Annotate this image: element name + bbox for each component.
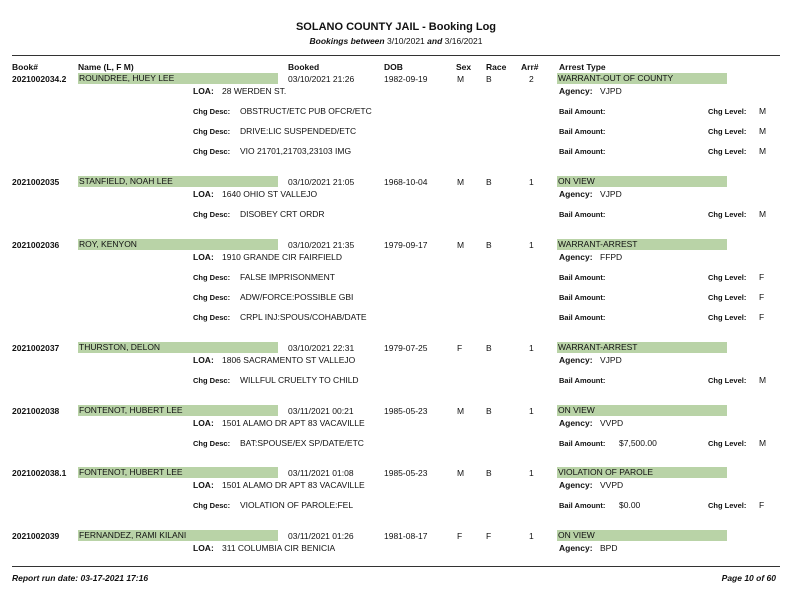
loa-address: 1501 ALAMO DR APT 83 VACAVILLE [222, 480, 365, 490]
col-dob: DOB [384, 62, 403, 72]
charge-level: F [759, 312, 765, 322]
charge-description: CRPL INJ:SPOUS/COHAB/DATE [240, 312, 367, 322]
charge-level: M [759, 375, 767, 385]
booked-datetime: 03/11/2021 01:08 [288, 468, 354, 478]
inmate-name: STANFIELD, NOAH LEE [78, 176, 278, 187]
book-number: 2021002035 [12, 177, 60, 187]
bail-amount-label: Bail Amount: [559, 293, 606, 302]
end-date: 3/16/2021 [444, 36, 483, 46]
race: B [486, 468, 492, 478]
chg-desc-label: Chg Desc: [193, 501, 231, 510]
arrest-type: WARRANT-ARREST [557, 239, 727, 250]
arrest-type: ON VIEW [557, 405, 727, 416]
charge-description: BAT:SPOUSE/EX SP/DATE/ETC [240, 438, 364, 448]
booked-datetime: 03/10/2021 21:26 [288, 74, 355, 84]
chg-level-label: Chg Level: [708, 501, 747, 510]
loa-address: 311 COLUMBIA CIR BENICIA [222, 543, 336, 553]
agency-label: Agency: [559, 355, 593, 365]
loa-address: 1910 GRANDE CIR FAIRFIELD [222, 252, 342, 262]
chg-desc-label: Chg Desc: [193, 293, 231, 302]
loa-address: 1501 ALAMO DR APT 83 VACAVILLE [222, 418, 365, 428]
inmate-name: THURSTON, DELON [78, 342, 278, 353]
race: B [486, 406, 492, 416]
agency: BPD [600, 543, 618, 553]
charge-level: M [759, 438, 767, 448]
bail-amount-label: Bail Amount: [559, 210, 606, 219]
bail-amount-label: Bail Amount: [559, 376, 606, 385]
charge-level: M [759, 126, 767, 136]
date-of-birth: 1985-05-23 [384, 406, 428, 416]
page-number: Page 10 of 60 [721, 573, 776, 583]
charge-level: M [759, 106, 767, 116]
chg-desc-label: Chg Desc: [193, 210, 231, 219]
agency-label: Agency: [559, 252, 593, 262]
bail-amount-label: Bail Amount: [559, 127, 606, 136]
arrest-type: ON VIEW [557, 530, 727, 541]
date-of-birth: 1979-07-25 [384, 343, 428, 353]
arrest-number: 1 [529, 406, 534, 416]
book-number: 2021002038.1 [12, 468, 67, 478]
race: F [486, 531, 492, 541]
chg-desc-label: Chg Desc: [193, 273, 231, 282]
agency-label: Agency: [559, 543, 593, 553]
date-of-birth: 1982-09-19 [384, 74, 428, 84]
charge-level: F [759, 292, 765, 302]
report-run-date: Report run date: 03-17-2021 17:16 [12, 573, 149, 583]
booked-datetime: 03/11/2021 00:21 [288, 406, 354, 416]
bail-amount-label: Bail Amount: [559, 273, 606, 282]
chg-level-label: Chg Level: [708, 376, 747, 385]
arrest-number: 1 [529, 531, 534, 541]
agency: FFPD [600, 252, 623, 262]
arrest-number: 2 [529, 74, 534, 84]
sex: M [457, 406, 465, 416]
charge-description: FALSE IMPRISONMENT [240, 272, 335, 282]
race: B [486, 240, 492, 250]
chg-level-label: Chg Level: [708, 293, 747, 302]
date-of-birth: 1979-09-17 [384, 240, 428, 250]
inmate-name: ROY, KENYON [78, 239, 278, 250]
charge-description: VIO 21701,21703,23103 IMG [240, 146, 352, 156]
booked-datetime: 03/10/2021 21:05 [288, 177, 355, 187]
bail-amount: $7,500.00 [619, 438, 657, 448]
agency: VJPD [600, 355, 622, 365]
agency: VVPD [600, 418, 624, 428]
loa-address: 1806 SACRAMENTO ST VALLEJO [222, 355, 356, 365]
bail-amount-label: Bail Amount: [559, 501, 606, 510]
book-number: 2021002034.2 [12, 74, 67, 84]
col-race: Race [486, 62, 507, 72]
sex: M [457, 177, 465, 187]
charge-description: WILLFUL CRUELTY TO CHILD [240, 375, 359, 385]
arrest-type: WARRANT-OUT OF COUNTY [557, 73, 727, 84]
bail-amount-label: Bail Amount: [559, 147, 606, 156]
bail-amount-label: Bail Amount: [559, 439, 606, 448]
bail-amount: $0.00 [619, 500, 641, 510]
inmate-name: FONTENOT, HUBERT LEE [78, 467, 278, 478]
header-rule [12, 55, 780, 56]
charge-description: VIOLATION OF PAROLE:FEL [240, 500, 354, 510]
race: B [486, 343, 492, 353]
book-number: 2021002036 [12, 240, 60, 250]
col-booked: Booked [288, 62, 320, 72]
agency: VJPD [600, 86, 622, 96]
agency-label: Agency: [559, 480, 593, 490]
sex: M [457, 74, 465, 84]
chg-level-label: Chg Level: [708, 439, 747, 448]
agency: VJPD [600, 189, 622, 199]
charge-description: ADW/FORCE:POSSIBLE GBI [240, 292, 354, 302]
loa-label: LOA: [193, 86, 214, 96]
inmate-name: FERNANDEZ, RAMI KILANI [78, 530, 278, 541]
date-of-birth: 1985-05-23 [384, 468, 428, 478]
charge-level: F [759, 272, 765, 282]
loa-address: 28 WERDEN ST. [222, 86, 287, 96]
chg-level-label: Chg Level: [708, 313, 747, 322]
agency: VVPD [600, 480, 624, 490]
sex: M [457, 240, 465, 250]
arrest-type: ON VIEW [557, 176, 727, 187]
col-arr: Arr# [521, 62, 539, 72]
charge-description: DISOBEY CRT ORDR [240, 209, 325, 219]
agency-label: Agency: [559, 86, 593, 96]
col-name: Name (L, F M) [78, 62, 134, 72]
book-number: 2021002037 [12, 343, 60, 353]
subtitle-and: and [427, 36, 443, 46]
col-book: Book# [12, 62, 38, 72]
booked-datetime: 03/11/2021 01:26 [288, 531, 354, 541]
start-date: 3/10/2021 [386, 36, 425, 46]
chg-desc-label: Chg Desc: [193, 376, 231, 385]
col-arrest-type: Arrest Type [559, 62, 606, 72]
charge-level: M [759, 209, 767, 219]
book-number: 2021002039 [12, 531, 60, 541]
loa-label: LOA: [193, 355, 214, 365]
arrest-type: VIOLATION OF PAROLE [557, 467, 727, 478]
arrest-type: WARRANT-ARREST [557, 342, 727, 353]
loa-label: LOA: [193, 418, 214, 428]
loa-address: 1640 OHIO ST VALLEJO [222, 189, 318, 199]
chg-level-label: Chg Level: [708, 210, 747, 219]
charge-description: OBSTRUCT/ETC PUB OFCR/ETC [240, 106, 372, 116]
booked-datetime: 03/10/2021 22:31 [288, 343, 355, 353]
col-sex: Sex [456, 62, 472, 72]
subtitle-prefix: Bookings between [309, 36, 385, 46]
chg-level-label: Chg Level: [708, 127, 747, 136]
arrest-number: 1 [529, 343, 534, 353]
loa-label: LOA: [193, 543, 214, 553]
date-of-birth: 1981-08-17 [384, 531, 428, 541]
chg-desc-label: Chg Desc: [193, 439, 231, 448]
booked-datetime: 03/10/2021 21:35 [288, 240, 355, 250]
chg-level-label: Chg Level: [708, 107, 747, 116]
report-title: SOLANO COUNTY JAIL - Booking Log [295, 21, 497, 33]
inmate-name: ROUNDREE, HUEY LEE [78, 73, 278, 84]
charge-level: F [759, 500, 765, 510]
arrest-number: 1 [529, 240, 534, 250]
date-of-birth: 1968-10-04 [384, 177, 428, 187]
loa-label: LOA: [193, 189, 214, 199]
agency-label: Agency: [559, 189, 593, 199]
chg-desc-label: Chg Desc: [193, 313, 231, 322]
bail-amount-label: Bail Amount: [559, 313, 606, 322]
footer-rule [12, 566, 780, 567]
charge-description: DRIVE:LIC SUSPENDED/ETC [240, 126, 357, 136]
chg-level-label: Chg Level: [708, 147, 747, 156]
agency-label: Agency: [559, 418, 593, 428]
arrest-number: 1 [529, 177, 534, 187]
sex: F [457, 531, 463, 541]
chg-level-label: Chg Level: [708, 273, 747, 282]
chg-desc-label: Chg Desc: [193, 107, 231, 116]
bail-amount-label: Bail Amount: [559, 107, 606, 116]
inmate-name: FONTENOT, HUBERT LEE [78, 405, 278, 416]
charge-level: M [759, 146, 767, 156]
race: B [486, 177, 492, 187]
race: B [486, 74, 492, 84]
sex: M [457, 468, 465, 478]
loa-label: LOA: [193, 252, 214, 262]
chg-desc-label: Chg Desc: [193, 147, 231, 156]
loa-label: LOA: [193, 480, 214, 490]
sex: F [457, 343, 463, 353]
chg-desc-label: Chg Desc: [193, 127, 231, 136]
book-number: 2021002038 [12, 406, 60, 416]
arrest-number: 1 [529, 468, 534, 478]
report-subtitle [0, 36, 792, 46]
